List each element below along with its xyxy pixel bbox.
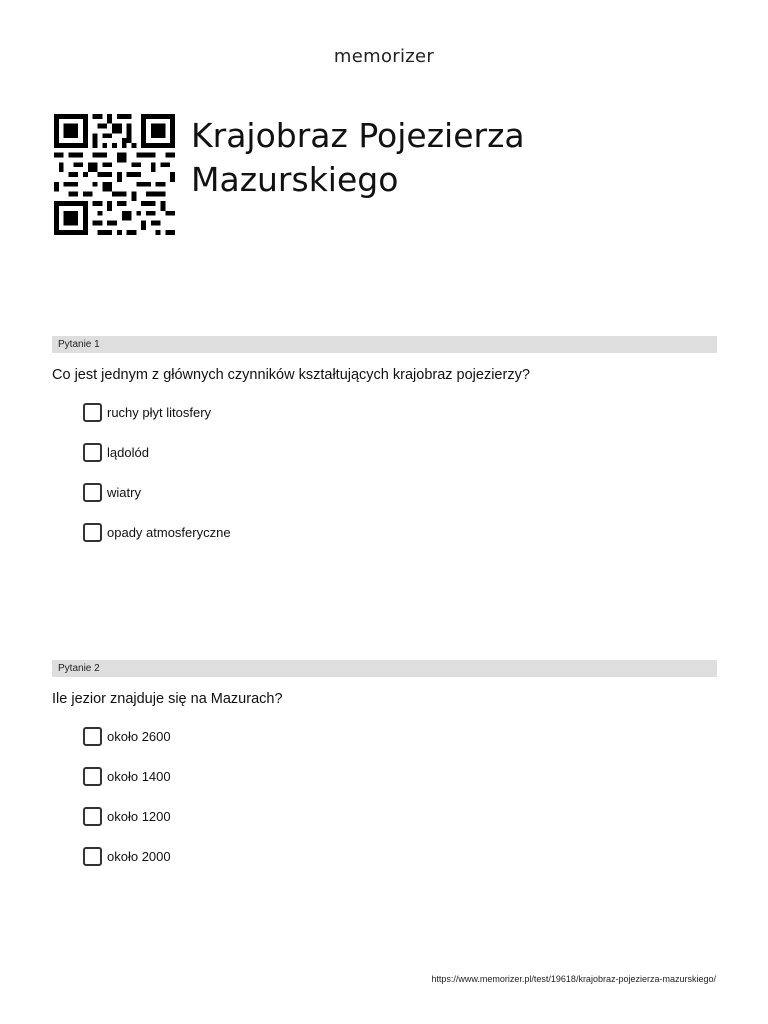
answer-label: około 1400 (107, 768, 171, 784)
checkbox[interactable] (83, 847, 102, 866)
question-text: Ile jezior znajduje się na Mazurach? (52, 691, 283, 707)
checkbox[interactable] (83, 727, 102, 746)
answer-label: lądolód (107, 444, 149, 460)
memorizer-logo: memorizer (333, 46, 435, 67)
footer-url[interactable]: https://www.memorizer.pl/test/19618/krajobraz-pojezierza-mazurskiego/ (431, 974, 716, 984)
question-header: Pytanie 2 (52, 660, 717, 677)
answer-label: około 2000 (107, 849, 171, 865)
answer-option[interactable] (83, 443, 717, 461)
question-text: Co jest jednym z głównych czynników kształtujących krajobraz pojezierzy? (52, 367, 530, 383)
qr-code (52, 114, 177, 235)
checkbox[interactable] (83, 403, 102, 422)
title-line-2: Mazurskiego (191, 160, 399, 199)
page-title (191, 114, 711, 202)
answer-label: wiatry (107, 485, 141, 501)
answer-list (83, 403, 717, 542)
answer-list (83, 727, 717, 866)
answer-label: opady atmosferyczne (107, 525, 231, 541)
answer-option[interactable] (83, 767, 717, 785)
answer-option[interactable] (83, 524, 717, 542)
answer-option[interactable] (83, 727, 717, 745)
answer-option[interactable] (83, 484, 717, 502)
checkbox[interactable] (83, 443, 102, 462)
answer-option[interactable] (83, 808, 717, 826)
answer-label: około 1200 (107, 809, 171, 825)
title-line-1: Krajobraz Pojezierza (191, 116, 525, 155)
checkbox[interactable] (83, 523, 102, 542)
answer-label: około 2600 (107, 728, 171, 744)
checkbox[interactable] (83, 807, 102, 826)
question-header: Pytanie 1 (52, 336, 717, 353)
checkbox[interactable] (83, 483, 102, 502)
answer-label: ruchy płyt litosfery (107, 404, 212, 420)
answer-option[interactable] (83, 848, 717, 866)
question-1 (52, 336, 717, 564)
answer-option[interactable] (83, 403, 717, 421)
question-2 (52, 660, 717, 888)
checkbox[interactable] (83, 767, 102, 786)
